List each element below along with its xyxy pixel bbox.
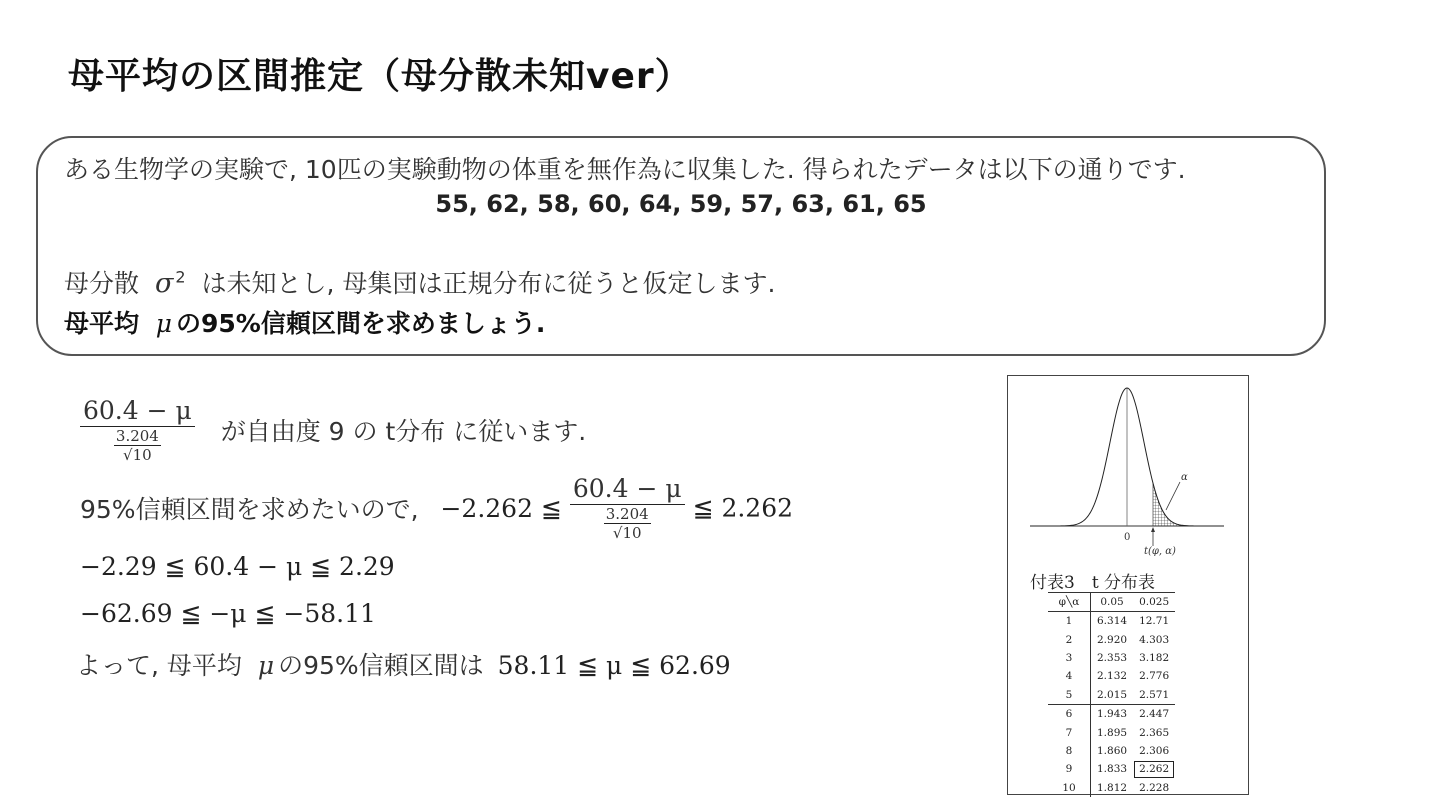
table-cell-phi: 7	[1048, 723, 1091, 741]
table-cell-phi: 10	[1048, 779, 1091, 797]
inequality-left: −2.262 ≦	[440, 493, 562, 523]
t-pointer-arrow	[1151, 527, 1155, 532]
header-0025: 0.025	[1133, 593, 1175, 612]
graph-t-label: t(φ, α)	[1144, 546, 1176, 557]
table-row	[1048, 760, 1175, 778]
table-cell-value: 2.571	[1139, 688, 1170, 701]
t-statistic-fraction-2	[570, 474, 685, 542]
table-row	[1048, 723, 1175, 741]
table-row	[1048, 779, 1175, 797]
header-phi-alpha: φ╲α	[1048, 593, 1091, 612]
alpha-pointer	[1166, 482, 1180, 510]
solution-line-5	[76, 646, 731, 682]
conclusion-pre: よって, 母平均	[76, 651, 242, 680]
conclusion-interval: 58.11 ≦ μ ≦ 62.69	[497, 651, 731, 680]
table-cell-phi: 6	[1048, 704, 1091, 723]
graph-zero-label: 0	[1124, 532, 1131, 543]
fraction-numerator-2: 60.4 − μ	[570, 474, 685, 505]
t-table-caption: 付表3 t 分布表	[1030, 573, 1156, 593]
solution-line-2	[80, 474, 793, 542]
table-row	[1048, 612, 1175, 631]
table-cell-value: 2.228	[1139, 781, 1170, 794]
table-cell-phi: 4	[1048, 667, 1091, 685]
problem-box	[36, 136, 1326, 356]
question-post: の95%信頼区間を求めましょう.	[175, 309, 546, 338]
inequality-right: ≦ 2.262	[692, 493, 794, 523]
table-cell-phi: 1	[1048, 612, 1091, 631]
sigma-exponent: 2	[175, 267, 186, 287]
problem-intro: ある生物学の実験で, 10匹の実験動物の体重を無作為に収集した. 得られたデータは以下の通りです.	[64, 155, 1186, 184]
table-cell-phi: 9	[1048, 760, 1091, 778]
table-cell-value: 2.353	[1097, 651, 1128, 664]
table-cell-value: 2.132	[1097, 670, 1128, 683]
question-line	[64, 304, 545, 340]
table-cell-value: 2.365	[1139, 726, 1170, 739]
assumption-line	[64, 264, 775, 300]
table-cell-value: 2.776	[1139, 670, 1170, 683]
t-table-header	[1048, 593, 1175, 612]
page-title: 母平均の区間推定（母分散未知ver）	[68, 56, 692, 97]
table-row	[1048, 742, 1175, 760]
table-cell-value: 1.943	[1091, 704, 1134, 723]
tail-area	[1153, 483, 1204, 526]
mu-symbol: μ	[155, 309, 172, 338]
fraction-denominator	[114, 427, 161, 464]
solution-line-4: −62.69 ≦ −μ ≦ −58.11	[80, 599, 376, 628]
denominator-root-2: √10	[612, 524, 642, 542]
t-table	[1048, 592, 1175, 797]
table-cell-value: 2.015	[1097, 688, 1128, 701]
solution-line-2-text: 95%信頼区間を求めたいので,	[80, 495, 419, 524]
solution-line-3: −2.29 ≦ 60.4 − μ ≦ 2.29	[80, 552, 395, 581]
table-cell-value: 1.895	[1097, 726, 1128, 739]
solution-line-1-text: が自由度 9 の t分布 に従います.	[220, 417, 587, 446]
header-005: 0.05	[1091, 593, 1134, 612]
table-row	[1048, 649, 1175, 667]
assumption-pre: 母分散	[64, 269, 140, 298]
table-row	[1048, 667, 1175, 685]
table-cell-phi: 3	[1048, 649, 1091, 667]
t-distribution-panel	[1007, 375, 1249, 795]
table-cell-value: 2.306	[1139, 744, 1170, 757]
table-cell-value: 2.447	[1133, 704, 1175, 723]
table-cell-value: 12.71	[1139, 615, 1170, 628]
denominator-numerator-2: 3.204	[605, 505, 649, 523]
table-cell-value: 1.833	[1097, 763, 1128, 776]
table-cell-value: 1.812	[1097, 781, 1128, 794]
fraction-denominator-2	[604, 505, 651, 542]
table-row	[1048, 686, 1175, 705]
table-cell-phi: 8	[1048, 742, 1091, 760]
table-cell-value: 6.314	[1097, 615, 1128, 628]
t-statistic-fraction	[80, 396, 195, 464]
sigma-symbol: σ	[154, 268, 174, 299]
denominator-root: √10	[123, 446, 152, 464]
graph-alpha-label: α	[1181, 472, 1188, 483]
data-values: 55, 62, 58, 60, 64, 59, 57, 63, 61, 65	[435, 190, 927, 218]
table-cell-value: 4.303	[1139, 633, 1170, 646]
solution-line-1	[80, 396, 586, 464]
fraction-numerator: 60.4 − μ	[80, 396, 195, 427]
conclusion-mid: の95%信頼区間は	[278, 651, 484, 680]
table-cell-value: 1.860	[1097, 744, 1128, 757]
assumption-post: は未知とし, 母集団は正規分布に従うと仮定します.	[201, 269, 776, 298]
table-row	[1048, 630, 1175, 648]
t-distribution-graph	[1008, 376, 1250, 566]
table-row	[1048, 704, 1175, 723]
table-cell-phi: 2	[1048, 630, 1091, 648]
conclusion-mu: μ	[257, 651, 275, 680]
question-pre: 母平均	[64, 309, 140, 338]
table-cell-value: 3.182	[1139, 651, 1170, 664]
table-cell-value: 2.262	[1133, 760, 1175, 778]
table-cell-phi: 5	[1048, 686, 1091, 705]
table-cell-value: 2.920	[1097, 633, 1128, 646]
denominator-numerator: 3.204	[115, 427, 159, 445]
